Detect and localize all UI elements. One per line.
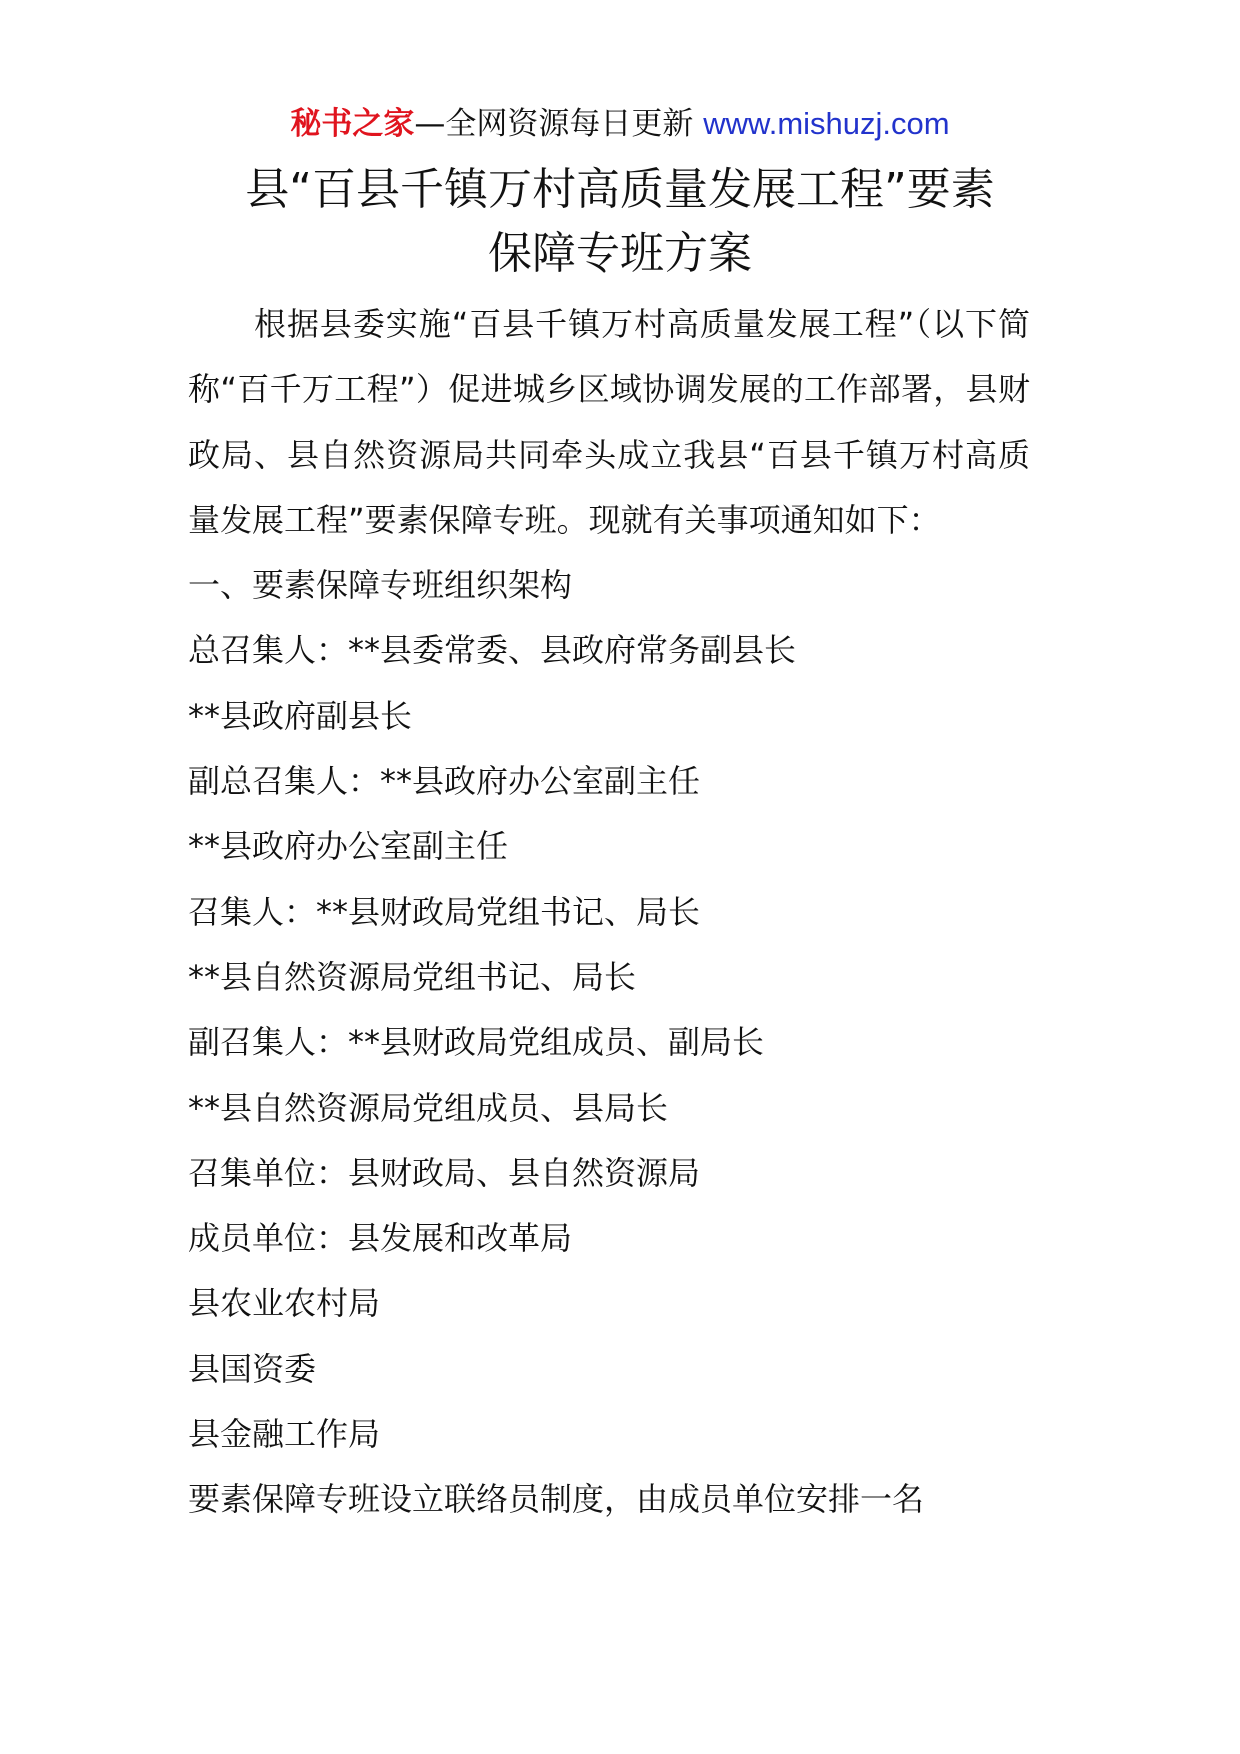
brand-slogan: —全网资源每日更新	[414, 106, 694, 142]
body-line: 要素保障专班设立联络员制度，由成员单位安排一名	[188, 1480, 925, 1519]
body-line: 召集人：**县财政局党组书记、局长	[188, 892, 701, 931]
body-line: 县农业农村局	[188, 1284, 381, 1323]
brand-name: 秘书之家	[290, 106, 415, 142]
body-line: 成员单位：县发展和改革局	[188, 1219, 573, 1258]
title-line-2: 保障专班方案	[488, 228, 752, 279]
intro-paragraph: 根据县委实施“百县千镇万村高质量发展工程”（以下简称“百千万工程”）促进城乡区域协调发展的工作部署，县财政局、县自然资源局共同牵头成立我县“百县千镇万村高质量发展工程”要素保障专班。现就有关事项通知如下：	[188, 305, 1030, 539]
body-line: **县自然资源局党组书记、局长	[188, 957, 637, 996]
document-body	[188, 292, 1030, 1533]
body-line: **县政府副县长	[188, 696, 413, 735]
body-line: **县自然资源局党组成员、县局长	[188, 1088, 669, 1127]
body-line: 副召集人：**县财政局党组成员、副局长	[188, 1023, 765, 1062]
section-heading: 一、要素保障专班组织架构	[188, 566, 573, 605]
title-line-1: 县“百县千镇万村高质量发展工程”要素	[245, 164, 995, 215]
body-line: 总召集人：**县委常委、县政府常务副县长	[188, 631, 797, 670]
body-line: 召集单位：县财政局、县自然资源局	[188, 1153, 701, 1192]
body-line: 副总召集人：**县政府办公室副主任	[188, 762, 701, 801]
body-line: 县金融工作局	[188, 1415, 381, 1454]
body-line: 县国资委	[188, 1349, 317, 1388]
site-url[interactable]: www.mishuzj.com	[703, 106, 950, 141]
body-line: **县政府办公室副主任	[188, 827, 509, 866]
site-banner	[0, 102, 1240, 146]
document-title	[150, 158, 1090, 286]
